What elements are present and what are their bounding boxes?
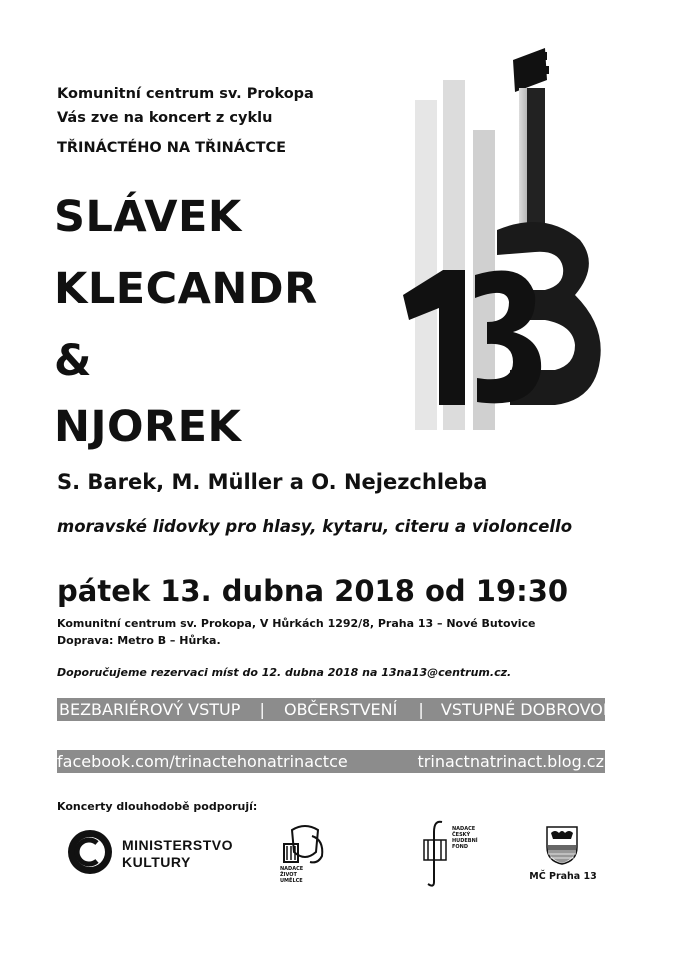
organizer-name: Komunitní centrum sv. Prokopa bbox=[57, 86, 314, 102]
headline-line-4: NJOREK bbox=[54, 402, 242, 452]
ncfh-line-1: NADACE bbox=[452, 826, 476, 832]
headline-line-2: KLECANDR bbox=[54, 264, 318, 314]
ministry-of-culture-logo bbox=[66, 828, 236, 878]
reservation-note: Doporučujeme rezervaci míst do 12. dubna 2018 na 13na13@centrum.cz. bbox=[57, 666, 512, 679]
venue-address: Komunitní centrum sv. Prokopa, V Hůrkách 1292/8, Praha 13 – Nové Butovice bbox=[57, 617, 536, 630]
headline-line-1: SLÁVEK bbox=[54, 192, 242, 242]
ministry-name-line-2: KULTURY bbox=[122, 854, 191, 870]
info-barrier-free: BEZBARIÉROVÝ VSTUP bbox=[59, 700, 241, 719]
nzu-line-2: ŽIVOT bbox=[280, 872, 297, 878]
genre-description: moravské lidovky pro hlasy, kytaru, citeru a violoncello bbox=[57, 517, 573, 536]
info-refreshments: OBČERSTVENÍ bbox=[283, 700, 398, 719]
ncfh-line-2: ČESKÝ bbox=[452, 832, 471, 838]
nadace-zivot-umelce-logo bbox=[278, 822, 333, 890]
praha-13-label: MČ Praha 13 bbox=[529, 871, 597, 882]
ncfh-line-4: FOND bbox=[452, 844, 469, 850]
info-separator-2: | bbox=[418, 700, 424, 719]
ncfh-line-3: HUDEBNÍ bbox=[452, 838, 478, 844]
info-separator-1: | bbox=[259, 700, 265, 719]
guitar-13-logo bbox=[395, 40, 610, 450]
blog-link[interactable]: trinactnatrinact.blog.cz bbox=[417, 752, 604, 771]
nzu-line-1: NADACE bbox=[280, 866, 304, 872]
concert-date: pátek 13. dubna 2018 od 19:30 bbox=[57, 574, 569, 608]
series-title: TŘINÁCTÉHO NA TŘINÁCTCE bbox=[57, 140, 287, 156]
district-coat-of-arms-icon bbox=[545, 825, 579, 865]
theatre-masks-icon bbox=[278, 822, 333, 867]
ministry-name-line-1: MINISTERSTVO bbox=[122, 837, 234, 853]
ministry-emblem-icon bbox=[66, 828, 114, 876]
transport-info: Doprava: Metro B – Hůrka. bbox=[57, 634, 221, 647]
music-fund-emblem-icon bbox=[420, 818, 456, 888]
facebook-link[interactable]: facebook.com/trinactehonatrinactce bbox=[57, 752, 348, 771]
mc-praha-13-logo bbox=[528, 825, 598, 887]
nadace-cesky-hudebni-fond-logo bbox=[420, 818, 500, 888]
performers-line: S. Barek, M. Müller a O. Nejezchleba bbox=[57, 470, 488, 494]
info-bar bbox=[57, 698, 634, 721]
info-voluntary-entry: VSTUPNÉ DOBROVOLNÉ bbox=[440, 700, 634, 719]
invitation-text: Vás zve na koncert z cyklu bbox=[57, 110, 273, 126]
links-bar bbox=[57, 750, 605, 773]
nzu-line-3: UMĚLCE bbox=[280, 878, 303, 884]
headline-line-3: & bbox=[54, 336, 92, 386]
supporters-label: Koncerty dlouhodobě podporují: bbox=[57, 800, 258, 813]
